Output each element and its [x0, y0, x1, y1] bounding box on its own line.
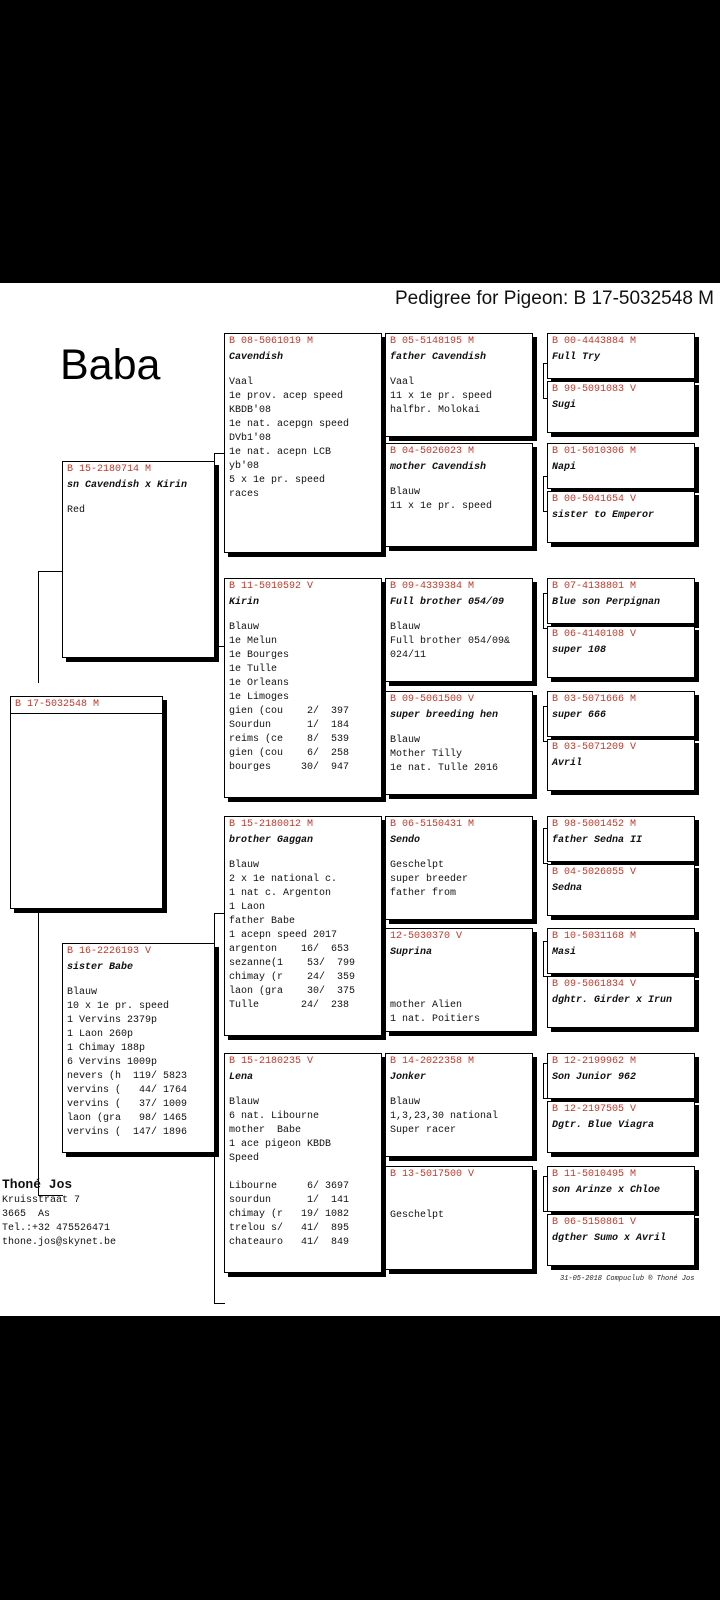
- note-line: Geschelpt: [390, 860, 445, 871]
- owner-address: Kruisstraat 7: [2, 1195, 81, 1206]
- note-line: mother Babe: [229, 1125, 302, 1136]
- pigeon-description: [386, 1183, 532, 1199]
- note-line: 11 x 1e pr. speed: [390, 501, 493, 512]
- ring-number: B 08-5061019 M: [229, 336, 314, 347]
- pigeon-notes: [225, 849, 381, 1013]
- great-grandparent-card[interactable]: [385, 1166, 533, 1270]
- gen4-card[interactable]: [547, 739, 695, 791]
- note-line: Blauw: [390, 735, 421, 746]
- ring-number: B 15-2180235 V: [229, 1056, 314, 1067]
- pigeon-notes: [225, 1086, 381, 1250]
- note-line: 1 nat c. Argenton: [229, 888, 332, 899]
- note-line: Libourne 6/ 3697: [229, 1181, 350, 1192]
- gen4-card[interactable]: [547, 443, 695, 489]
- note-line: Blauw: [390, 487, 421, 498]
- dam-dam-card[interactable]: [224, 1053, 382, 1273]
- owner-name: Thoné Jos: [2, 1177, 73, 1192]
- note-line: Blauw: [390, 622, 421, 633]
- pigeon-description: Kirin: [229, 597, 260, 608]
- ring-number: B 10-5031168 M: [552, 931, 637, 942]
- pigeon-notes: [386, 849, 532, 901]
- pigeon-notes: [225, 366, 381, 502]
- note-line: [229, 1166, 377, 1180]
- note-line: laon (gra 30/ 375: [229, 986, 356, 997]
- ring-number: B 07-4138801 M: [552, 581, 637, 592]
- ring-number: B 09-5061834 V: [552, 979, 637, 990]
- note-line: chimay (r 24/ 359: [229, 972, 356, 983]
- note-line: races: [229, 489, 260, 500]
- note-line: vervins ( 37/ 1009: [67, 1099, 188, 1110]
- note-line: father from: [390, 888, 457, 899]
- gen4-card[interactable]: [547, 928, 695, 974]
- note-line: trelou s/ 41/ 895: [229, 1223, 350, 1234]
- note-line: [390, 985, 528, 999]
- pigeon-description: Masi: [552, 947, 577, 958]
- pigeon-notes: [386, 611, 532, 663]
- ring-number: B 11-5010592 V: [229, 581, 314, 592]
- ring-number: 12-5030370 V: [390, 931, 463, 942]
- ring-number: B 00-5041654 V: [552, 494, 637, 505]
- pigeon-description: Full brother 054/09: [390, 597, 505, 608]
- note-line: father Babe: [229, 916, 296, 927]
- note-line: 1 ace pigeon KBDB: [229, 1139, 332, 1150]
- gen4-card[interactable]: [547, 976, 695, 1028]
- great-grandparent-card[interactable]: [385, 333, 533, 437]
- gen4-card[interactable]: [547, 626, 695, 678]
- note-line: 1 Vervins 2379p: [67, 1015, 158, 1026]
- great-grandparent-card[interactable]: [385, 928, 533, 1032]
- note-line: gien (cou 2/ 397: [229, 706, 350, 717]
- note-line: 1e Bourges: [229, 650, 290, 661]
- gen4-card[interactable]: [547, 816, 695, 862]
- pigeon-description: super 108: [552, 645, 607, 656]
- pigeon-description: super breeding hen: [390, 710, 499, 721]
- note-line: yb'08: [229, 461, 260, 472]
- pigeon-description: Son Junior 962: [552, 1072, 637, 1083]
- pigeon-name: Baba: [60, 341, 161, 389]
- note-line: reims (ce 8/ 539: [229, 734, 350, 745]
- note-line: Full brother 054/09&: [390, 636, 511, 647]
- note-line: 2 x 1e national c.: [229, 874, 338, 885]
- connector: [38, 895, 63, 1196]
- connector: [38, 571, 63, 683]
- pigeon-description: sn Cavendish x Kirin: [67, 480, 188, 491]
- dam-sire-card[interactable]: [224, 816, 382, 1036]
- pigeon-description: sister to Emperor: [552, 510, 655, 521]
- note-line: 1e Melun: [229, 636, 278, 647]
- gen4-card[interactable]: [547, 491, 695, 543]
- note-line: 5 x 1e pr. speed: [229, 475, 326, 486]
- pigeon-description: Cavendish: [229, 352, 284, 363]
- ring-number: B 12-2197505 V: [552, 1104, 637, 1115]
- pigeon-description: Blue son Perpignan: [552, 597, 661, 608]
- pigeon-description: Sendo: [390, 835, 421, 846]
- great-grandparent-card[interactable]: [385, 816, 533, 920]
- ring-number: B 15-2180714 M: [67, 464, 152, 475]
- note-line: argenton 16/ 653: [229, 944, 350, 955]
- note-line: mother Alien: [390, 1000, 463, 1011]
- note-line: Geschelpt: [390, 1210, 445, 1221]
- note-line: 1e nat. Tulle 2016: [390, 763, 499, 774]
- pigeon-notes: [63, 976, 214, 1140]
- note-line: gien (cou 6/ 258: [229, 748, 350, 759]
- pigeon-notes: [386, 1199, 532, 1223]
- ring-number: B 12-2199962 M: [552, 1056, 637, 1067]
- note-line: Blauw: [229, 1097, 260, 1108]
- pigeon-description: mother Cavendish: [390, 462, 487, 473]
- ring-number: B 98-5001452 M: [552, 819, 637, 830]
- note-line: 1e nat. acepn LCB: [229, 447, 332, 458]
- pedigree-sheet: [0, 283, 720, 1316]
- note-line: Vaal: [390, 377, 415, 388]
- owner-email[interactable]: thone.jos@skynet.be: [2, 1237, 117, 1248]
- pigeon-description: super 666: [552, 710, 607, 721]
- ring-number: B 09-4339384 M: [390, 581, 475, 592]
- note-line: sezanne(1 53/ 799: [229, 958, 356, 969]
- note-line: KBDB'08: [229, 405, 272, 416]
- ring-number: B 14-2022358 M: [390, 1056, 475, 1067]
- note-line: 1 acepn speed 2017: [229, 930, 338, 941]
- note-line: 6 nat. Libourne: [229, 1111, 320, 1122]
- pigeon-description: brother Gaggan: [229, 835, 314, 846]
- note-line: Tulle 24/ 238: [229, 1000, 350, 1011]
- ring-number: B 06-5150861 V: [552, 1217, 637, 1228]
- note-line: nevers (h 119/ 5823: [67, 1071, 188, 1082]
- gen4-card[interactable]: [547, 1214, 695, 1266]
- note-line: Blauw: [67, 987, 98, 998]
- note-line: 1 Chimay 188p: [67, 1043, 146, 1054]
- print-footer: 31-05-2018 Compuclub ® Thoné Jos: [560, 1275, 695, 1283]
- note-line: 1e Orleans: [229, 678, 290, 689]
- ring-number: B 06-4140108 V: [552, 629, 637, 640]
- pigeon-description: Suprina: [390, 947, 433, 958]
- note-line: 1e nat. acepgn speed: [229, 419, 350, 430]
- pigeon-description: Sugi: [552, 400, 577, 411]
- ring-number: B 03-5071209 V: [552, 742, 637, 753]
- page-title: Pedigree for Pigeon: B 17-5032548 M: [395, 288, 714, 309]
- note-line: chateauro 41/ 849: [229, 1237, 350, 1248]
- note-line: 1,3,23,30 national: [390, 1111, 499, 1122]
- note-line: laon (gra 98/ 1465: [67, 1113, 188, 1124]
- pigeon-description: sister Babe: [67, 962, 134, 973]
- note-line: 1 nat. Poitiers: [390, 1014, 481, 1025]
- note-line: chimay (r 19/ 1082: [229, 1209, 350, 1220]
- note-line: 6 Vervins 1009p: [67, 1057, 158, 1068]
- note-line: [390, 971, 528, 985]
- great-grandparent-card[interactable]: [385, 691, 533, 795]
- note-line: Blauw: [229, 860, 260, 871]
- owner-phone: Tel.:+32 475526471: [2, 1223, 111, 1234]
- ring-number: B 09-5061500 V: [390, 694, 475, 705]
- note-line: super breeder: [390, 874, 469, 885]
- ring-number: B 00-4443884 M: [552, 336, 637, 347]
- pigeon-notes: [63, 494, 214, 518]
- note-line: Blauw: [229, 622, 260, 633]
- gen4-card[interactable]: [547, 1101, 695, 1153]
- note-line: Speed: [229, 1153, 260, 1164]
- ring-number: B 03-5071666 M: [552, 694, 637, 705]
- note-line: 1 Laon: [229, 902, 266, 913]
- note-line: DVb1'08: [229, 433, 272, 444]
- owner-city: 3665 As: [2, 1209, 51, 1220]
- gen4-card[interactable]: [547, 1166, 695, 1212]
- note-line: 11 x 1e pr. speed: [390, 391, 493, 402]
- great-grandparent-card[interactable]: [385, 578, 533, 682]
- pigeon-description: Jonker: [390, 1072, 427, 1083]
- note-line: 10 x 1e pr. speed: [67, 1001, 170, 1012]
- note-line: 1e prov. acep speed: [229, 391, 344, 402]
- note-line: vervins ( 44/ 1764: [67, 1085, 188, 1096]
- ring-number: B 17-5032548 M: [15, 699, 100, 710]
- gen4-card[interactable]: [547, 691, 695, 737]
- note-line: vervins ( 147/ 1896: [67, 1127, 188, 1138]
- note-line: Sourdun 1/ 184: [229, 720, 350, 731]
- sire-sire-card[interactable]: [224, 333, 382, 553]
- pigeon-notes: [386, 476, 532, 514]
- pigeon-description: father Sedna II: [552, 835, 643, 846]
- pigeon-notes: [386, 724, 532, 776]
- great-grandparent-card[interactable]: [385, 443, 533, 547]
- note-line: Vaal: [229, 377, 254, 388]
- note-line: halfbr. Molokai: [390, 405, 481, 416]
- pigeon-description: dgther Sumo x Avril: [552, 1233, 667, 1244]
- note-line: 1 Laon 260p: [67, 1029, 134, 1040]
- note-line: sourdun 1/ 141: [229, 1195, 350, 1206]
- pigeon-description: Dgtr. Blue Viagra: [552, 1120, 655, 1131]
- pigeon-description: Full Try: [552, 352, 601, 363]
- ring-number: B 06-5150431 M: [390, 819, 475, 830]
- note-line: Super racer: [390, 1125, 457, 1136]
- note-line: 024/11: [390, 650, 427, 661]
- pigeon-notes: [386, 961, 532, 1027]
- divider: [11, 713, 162, 714]
- pigeon-description: Napi: [552, 462, 577, 473]
- pigeon-description: father Cavendish: [390, 352, 487, 363]
- ring-number: B 99-5091083 V: [552, 384, 637, 395]
- note-line: Mother Tilly: [390, 749, 463, 760]
- pigeon-notes: [386, 1086, 532, 1138]
- ring-number: B 04-5026055 V: [552, 867, 637, 878]
- gen4-card[interactable]: [547, 864, 695, 916]
- owner-info: [2, 1176, 116, 1250]
- gen4-card[interactable]: [547, 578, 695, 624]
- pigeon-description: Avril: [552, 758, 583, 769]
- note-line: bourges 30/ 947: [229, 762, 350, 773]
- note-line: 1e Limoges: [229, 692, 290, 703]
- pigeon-description: dghtr. Girder x Irun: [552, 995, 673, 1006]
- ring-number: B 01-5010306 M: [552, 446, 637, 457]
- note-line: Red: [67, 505, 86, 516]
- gen4-card[interactable]: [547, 333, 695, 379]
- gen4-card[interactable]: [547, 1053, 695, 1099]
- ring-number: B 16-2226193 V: [67, 946, 152, 957]
- ring-number: B 04-5026023 M: [390, 446, 475, 457]
- pigeon-notes: [225, 611, 381, 775]
- ring-number: B 13-5017500 V: [390, 1169, 475, 1180]
- pigeon-description: Lena: [229, 1072, 254, 1083]
- pigeon-description: son Arinze x Chloe: [552, 1185, 661, 1196]
- sire-card[interactable]: [62, 461, 215, 658]
- great-grandparent-card[interactable]: [385, 1053, 533, 1157]
- ring-number: B 15-2180012 M: [229, 819, 314, 830]
- note-line: 1e Tulle: [229, 664, 278, 675]
- dam-card[interactable]: [62, 943, 215, 1153]
- main-pigeon-card[interactable]: [10, 696, 163, 909]
- ring-number: B 11-5010495 M: [552, 1169, 637, 1180]
- note-line: Blauw: [390, 1097, 421, 1108]
- pigeon-notes: [386, 366, 532, 418]
- pigeon-description: Sedna: [552, 883, 583, 894]
- sire-dam-card[interactable]: [224, 578, 382, 798]
- ring-number: B 05-5148195 M: [390, 336, 475, 347]
- gen4-card[interactable]: [547, 381, 695, 433]
